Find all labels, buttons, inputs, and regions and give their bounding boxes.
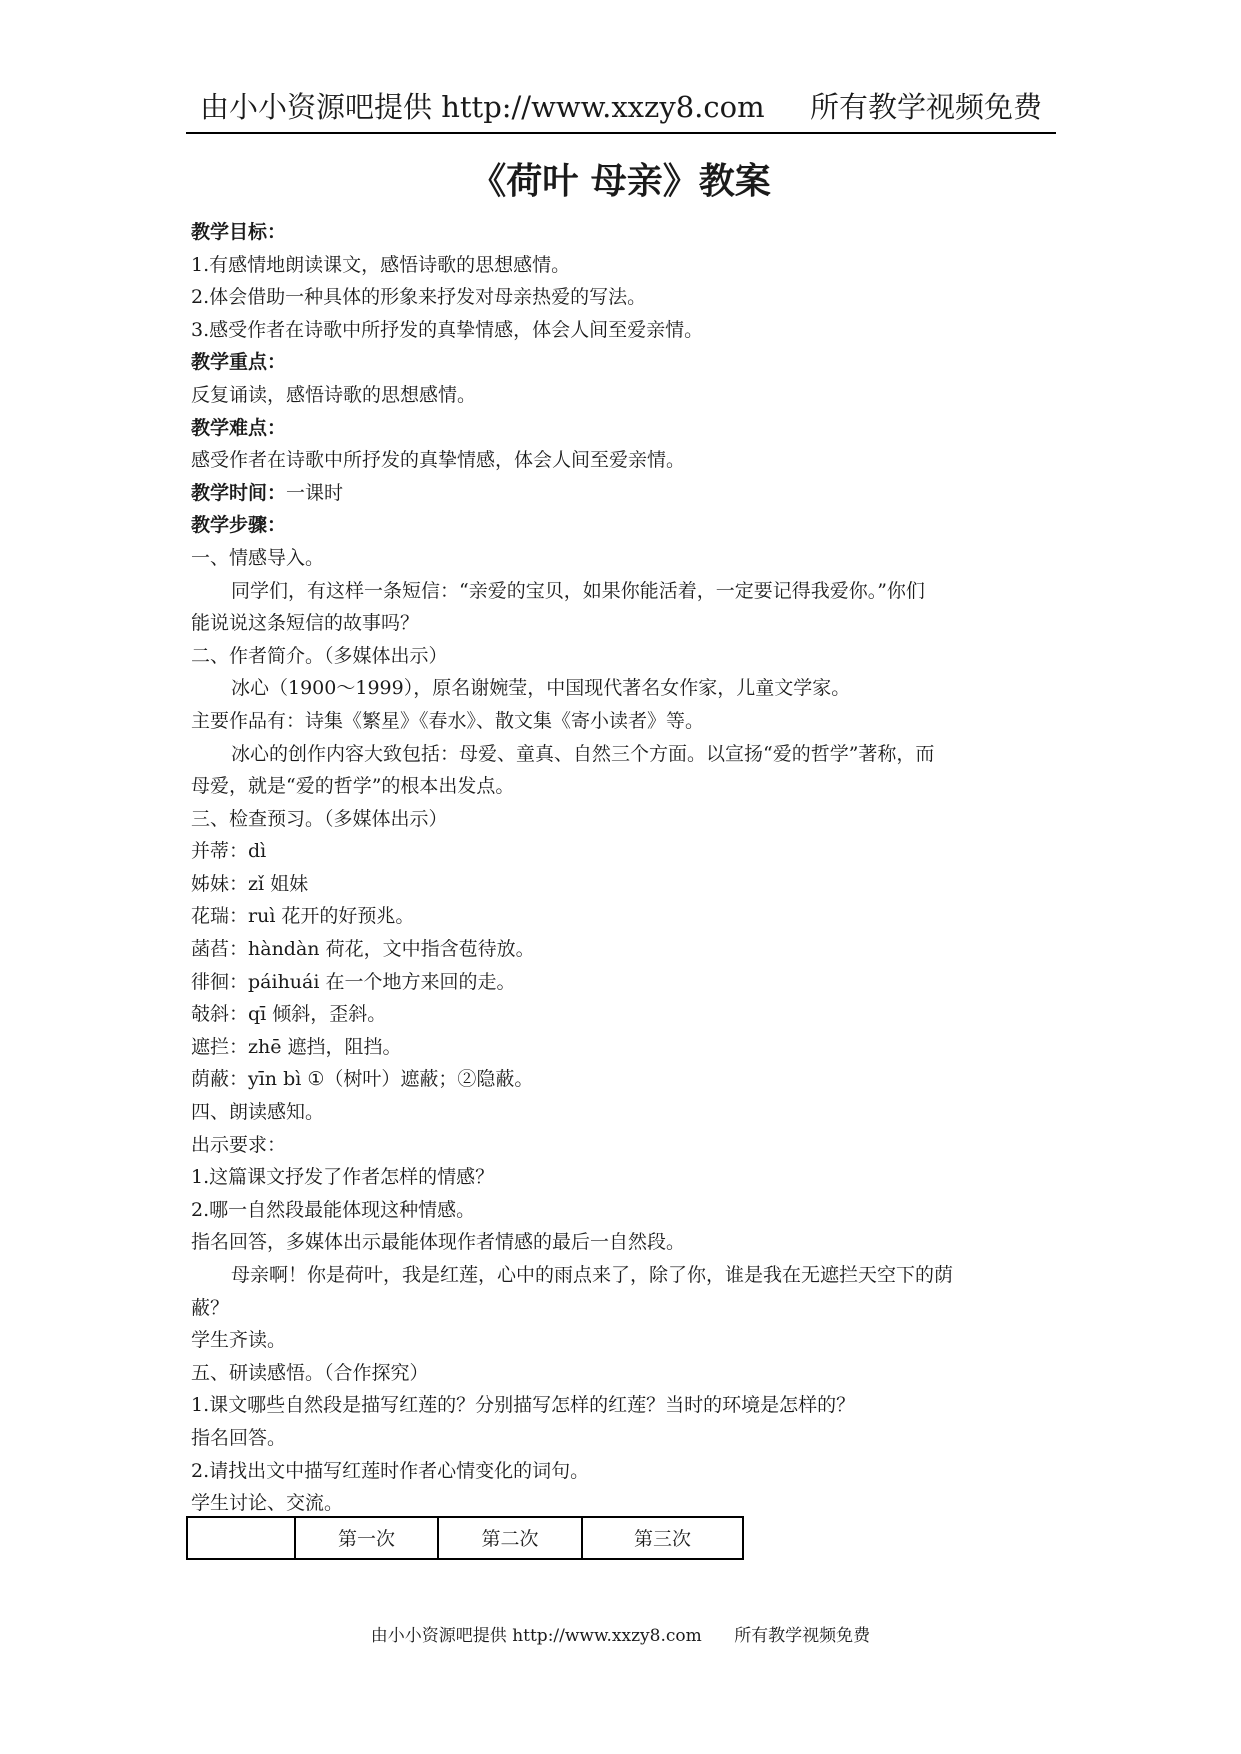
body-line [191,1324,1061,1357]
body-line [191,1031,1061,1064]
table-cell-blank [187,1517,295,1559]
body-line [191,640,1061,673]
body-line [191,738,1061,771]
body-line [191,1161,1061,1194]
body-text: 1.这篇课文抒发了作者怎样的情感？ [191,1166,495,1189]
body-line [191,281,1061,314]
body-line [191,575,1061,608]
body-line [191,1422,1061,1455]
body-line [191,412,1061,445]
body-line [191,216,1061,249]
document-body [191,216,1061,1520]
body-text: 学生讨论、交流。 [191,1492,344,1515]
body-text: 荫蔽：yīn bì ①（树叶）遮蔽；②隐蔽。 [191,1068,534,1091]
body-line [191,1357,1061,1390]
body-text: 一、情感导入。 [191,546,325,569]
body-text: 2.哪一自然段最能体现这种情感。 [191,1198,476,1221]
body-line [191,868,1061,901]
body-text: 花瑞：ruì 花开的好预兆。 [191,905,415,928]
body-text: 遮拦：zhē 遮挡，阻挡。 [191,1035,402,1058]
body-text: 1.有感情地朗读课文，感悟诗歌的思想感情。 [191,253,571,276]
body-text: 徘徊：páihuái 在一个地方来回的走。 [191,970,516,993]
body-line [191,314,1061,347]
body-text: 姊妹：zǐ 姐妹 [191,872,309,895]
body-line [191,672,1061,705]
header-source-text: 由小小资源吧提供 http://www.xxzy8.com [200,90,765,124]
body-text: 2.请找出文中描写红莲时作者心情变化的词句。 [191,1459,590,1482]
body-line [191,770,1061,803]
table-header-third: 第三次 [582,1517,743,1559]
body-text: 指名回答，多媒体出示最能体现作者情感的最后一自然段。 [191,1231,686,1254]
body-line [191,379,1061,412]
body-line [191,1063,1061,1096]
body-line [191,1389,1061,1422]
body-line [191,1487,1061,1520]
body-text: 冰心（1900～1999），原名谢婉莹，中国现代著名女作家，儿童文学家。 [231,677,851,700]
body-line [191,1194,1061,1227]
body-line [191,998,1061,1031]
body-text: 主要作品有：诗集《繁星》《春水》、散文集《寄小读者》等。 [191,709,705,732]
footer-source-text: 由小小资源吧提供 http://www.xxzy8.com [370,1626,702,1646]
body-line [191,1259,1061,1292]
body-text: 母亲啊！你是荷叶，我是红莲，心中的雨点来了，除了你，谁是我在无遮拦天空下的荫 [231,1264,954,1286]
body-line [191,249,1061,282]
body-text: 蔽？ [191,1296,230,1319]
table-header-row [187,1517,743,1559]
body-text: 学生齐读。 [191,1329,287,1352]
body-line [191,933,1061,966]
section-heading: 教学目标： [191,221,287,243]
body-line [191,444,1061,477]
table-header-second: 第二次 [438,1517,582,1559]
section-heading: 教学重点： [191,351,287,374]
body-line [191,607,1061,640]
table-header-first: 第一次 [295,1517,438,1559]
body-text: 菡萏：hàndàn 荷花，文中指含苞待放。 [191,938,535,961]
section-heading: 教学难点： [191,416,287,439]
body-text: 攲斜：qī 倾斜，歪斜。 [191,1003,387,1026]
body-line [191,1292,1061,1325]
body-text: 一课时 [286,481,344,504]
body-text: 四、朗读感知。 [191,1101,325,1124]
body-text: 3.感受作者在诗歌中所抒发的真挚情感，体会人间至爱亲情。 [191,318,704,341]
body-line [191,477,1061,510]
body-text: 母爱，就是“爱的哲学”的根本出发点。 [191,775,515,798]
body-text: 三、检查预习。（多媒体出示） [191,807,448,830]
body-line [191,1226,1061,1259]
section-heading: 教学时间： [191,481,287,504]
body-line [191,1129,1061,1162]
body-text: 指名回答。 [191,1426,287,1449]
body-line [191,509,1061,542]
document-title: 《荷叶 母亲》教案 [470,160,771,202]
body-line [191,705,1061,738]
comparison-table [186,1516,744,1560]
body-text: 能说说这条短信的故事吗？ [191,612,420,635]
body-text: 同学们，有这样一条短信：“亲爱的宝贝，如果你能活着，一定要记得我爱你。”你们 [231,579,925,602]
section-heading: 教学步骤： [191,514,287,537]
body-text: 二、作者简介。（多媒体出示） [191,644,448,667]
body-line [191,900,1061,933]
header-slogan-text: 所有教学视频免费 [809,90,1042,124]
body-text: 并蒂：dì [191,840,267,863]
footer-slogan-text: 所有教学视频免费 [734,1626,871,1646]
body-text: 感受作者在诗歌中所抒发的真挚情感，体会人间至爱亲情。 [191,449,686,472]
body-text: 2.体会借助一种具体的形象来抒发对母亲热爱的写法。 [191,286,647,309]
body-line [191,1455,1061,1488]
page-footer [0,1624,1241,1648]
body-text: 反复诵读，感悟诗歌的思想感情。 [191,383,477,406]
page-header [186,86,1056,134]
body-line [191,803,1061,836]
body-text: 出示要求： [191,1133,287,1156]
body-line [191,346,1061,379]
body-text: 五、研读感悟。（合作探究） [191,1361,429,1384]
body-line [191,966,1061,999]
body-text: 1.课文哪些自然段是描写红莲的？分别描写怎样的红莲？当时的环境是怎样的？ [191,1394,856,1417]
body-text: 冰心的创作内容大致包括：母爱、童真、自然三个方面。以宣扬“爱的哲学”著称，而 [231,742,935,765]
body-line [191,835,1061,868]
body-line [191,542,1061,575]
body-line [191,1096,1061,1129]
